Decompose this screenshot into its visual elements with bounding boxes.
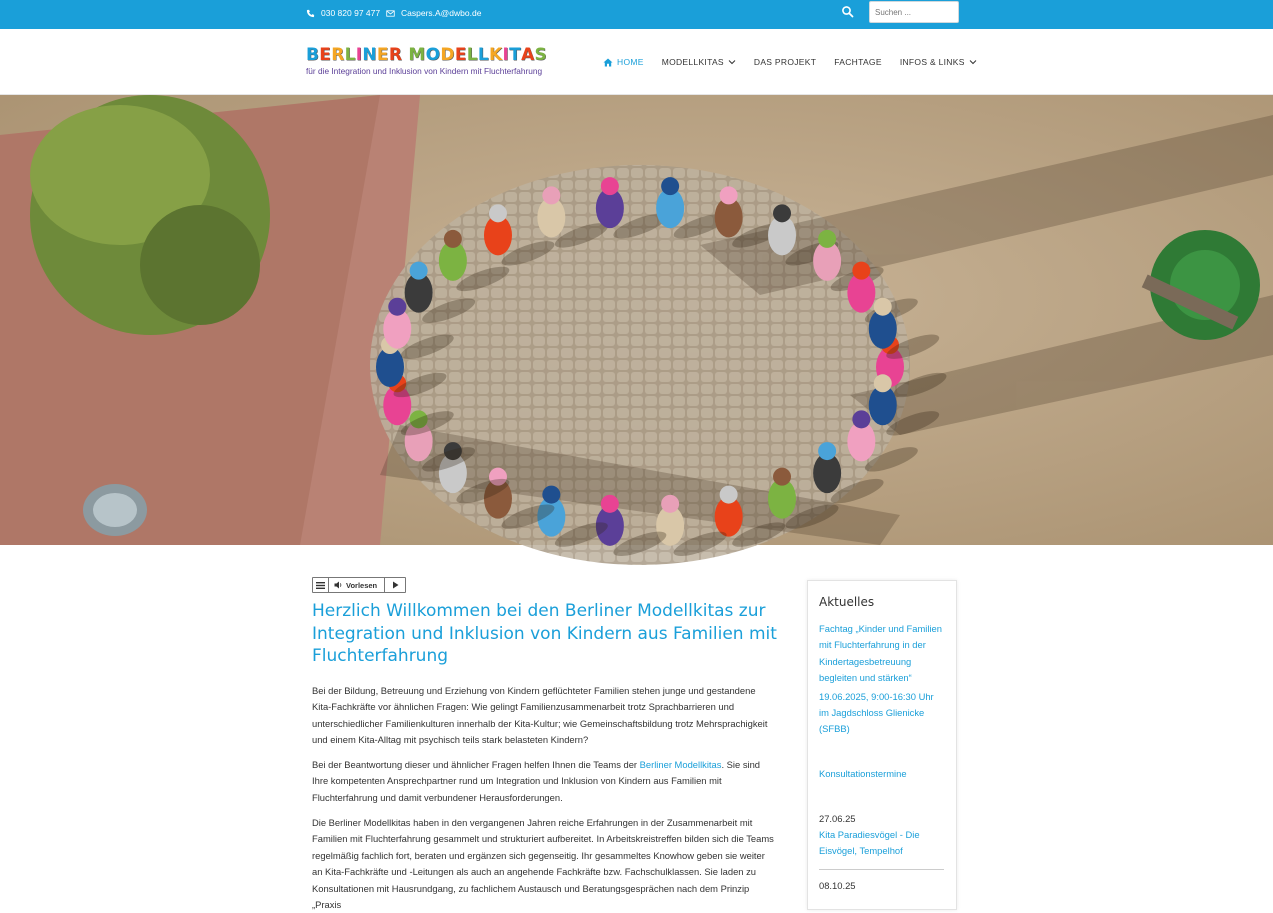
logo-letter: L — [466, 45, 478, 65]
phone-number: 030 820 97 477 — [321, 8, 381, 18]
nav-item-projekt[interactable] — [754, 57, 816, 67]
logo-letter: B — [306, 45, 320, 65]
logo-letter: R — [388, 45, 403, 65]
search-input[interactable] — [869, 1, 959, 23]
readspeaker-menu-button[interactable] — [313, 578, 329, 592]
site-header — [0, 29, 1273, 95]
konsultation-place-1[interactable]: Kita Paradiesvögel - Die Eisvögel, Tempelhof — [819, 828, 920, 857]
p2-text-after: . Sie sind Ihre kompetenten Ansprechpartner rund um Integration und Inklusion von Kindern aus Familien mit Fluchterfahrung und damit verbundener Herausforderungen. — [312, 759, 761, 803]
logo-letter: M — [408, 45, 426, 65]
logo-letter: I — [502, 45, 510, 65]
logo-letter: E — [376, 45, 389, 65]
main-content — [312, 577, 777, 911]
nav-label-modellkitas: MODELLKITAS — [661, 57, 724, 67]
divider — [819, 869, 944, 870]
site-logo[interactable] — [306, 46, 566, 78]
news-date[interactable]: 19.06.2025, 9:00-16:30 Uhr im Jagdschloss Glienicke (SFBB) — [819, 690, 934, 735]
readspeaker-widget — [312, 577, 406, 593]
nav-item-modellkitas[interactable] — [662, 57, 736, 67]
page-title: Herzlich Willkommen bei den Berliner Modellkitas zur Integration und Inklusion von Kindern aus Familien mit Fluchterfahrung — [312, 601, 777, 666]
logo-letter: L — [477, 45, 490, 65]
readspeaker-listen-button[interactable] — [329, 578, 385, 592]
speaker-icon — [334, 581, 343, 589]
nav-item-infos[interactable] — [900, 57, 977, 67]
logo-letter: T — [509, 45, 522, 65]
berliner-modellkitas-link[interactable]: Berliner Modellkitas — [639, 759, 722, 770]
nav-label-infos: INFOS & LINKS — [899, 57, 965, 67]
news-item[interactable] — [819, 621, 945, 738]
logo-letter: D — [440, 45, 455, 65]
envelope-icon — [386, 9, 395, 18]
p2-text-before: Bei der Beantwortung dieser und ähnlicher Fragen helfen Ihnen die Teams der — [312, 759, 640, 770]
hero-image — [0, 95, 1273, 545]
search-icon[interactable] — [841, 5, 855, 19]
menu-icon — [316, 582, 325, 589]
logo-letter: K — [489, 45, 503, 65]
logo-letter: N — [362, 45, 377, 65]
logo-letter: L — [344, 45, 356, 65]
logo-letter: E — [454, 45, 467, 65]
chevron-down-icon — [969, 59, 977, 65]
logo-letter: R — [331, 45, 345, 65]
intro-paragraph-1: Bei der Bildung, Betreuung und Erziehung von Kindern geflüchteter Familien stehen junge und gestandene Kita-Fachkräfte vor ähnlichen Fragen: Wie gelingt Familienzusammenarbeit trotz Sprachbarrieren und unterschiedlicher Familienkulturen innerhalb der Kita-Kultur; wie Gemeinschaftsbildung trotz Mehrsprachigkeit und einem Kita-Alltag mit psychisch teils stark belasteten Kindern? — [312, 685, 768, 746]
nav-label-home: HOME — [617, 57, 644, 67]
email-contact[interactable] — [386, 8, 481, 18]
nav-label-fachtage: FACHTAGE — [834, 57, 882, 67]
logo-letter: I — [355, 45, 363, 65]
main-nav — [603, 57, 995, 67]
readspeaker-play-button[interactable] — [385, 581, 405, 589]
konsultation-heading[interactable]: Konsultationstermine — [819, 767, 907, 779]
konsultation-date-2: 08.10.25 — [819, 879, 856, 891]
intro-paragraph-2 — [312, 757, 777, 806]
readspeaker-label: Vorlesen — [346, 580, 378, 590]
phone-contact[interactable] — [306, 8, 380, 18]
email-address: Caspers.A@dwbo.de — [401, 8, 482, 18]
sidebar-title: Aktuelles — [819, 595, 875, 609]
logo-letter: A — [521, 45, 535, 65]
phone-icon — [306, 9, 315, 18]
logo-subtitle: für die Integration und Inklusion von Kindern mit Fluchterfahrung — [306, 66, 543, 76]
logo-letter: O — [425, 45, 441, 65]
hero-photo-children-circle — [0, 95, 1273, 545]
logo-letter: S — [534, 45, 548, 65]
konsultation-date-1: 27.06.25 — [819, 812, 856, 824]
intro-paragraph-3: Die Berliner Modellkitas haben in den vergangenen Jahren reiche Erfahrungen in der Zusammenarbeit mit Familien mit Fluchterfahrung gesammelt und strukturiert aufbereitet. In Arbeitskreistreffen bilden sich die Teams regelmäßig fachlich fort, beraten und ergänzen sich gegenseitig. Ihr gesammeltes Knowhow geben sie weiter an Kita-Fachkräfte und -Leitungen als auch an angehende Fachkräfte bzw. Fachschulklassen. Sie laden zu Konsultationen mit Hausrundgang, zu fachlichem Austausch und Beratungsgesprächen nach dem Prinzip „Praxis — [312, 817, 774, 911]
play-icon — [392, 581, 399, 589]
logo-title — [306, 46, 566, 66]
chevron-down-icon — [728, 59, 736, 65]
nav-item-fachtage[interactable] — [834, 57, 882, 67]
news-sidebar — [807, 580, 957, 910]
home-icon — [603, 58, 613, 67]
nav-label-projekt: DAS PROJEKT — [753, 57, 817, 67]
top-bar — [0, 0, 1273, 29]
logo-letter: E — [319, 45, 332, 65]
news-title[interactable]: Fachtag „Kinder und Familien mit Fluchterfahrung in der Kindertagesbetreuung begleiten und stärken“ — [819, 623, 942, 684]
nav-item-home[interactable] — [603, 57, 644, 67]
